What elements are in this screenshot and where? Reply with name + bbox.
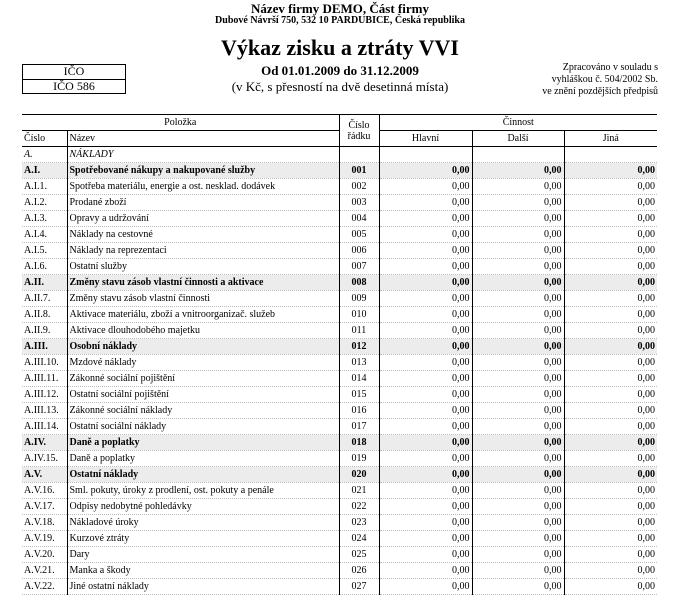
cell-radek: 027: [339, 579, 379, 595]
table-row: [22, 531, 657, 547]
cell-radek: 006: [339, 243, 379, 259]
cell-jina: 0,00: [564, 227, 657, 243]
cell-radek: 013: [339, 355, 379, 371]
table-row: [22, 387, 657, 403]
cell-cislo: A.IV.: [22, 435, 67, 451]
cell-nazev: Zákonné sociální pojištění: [67, 371, 339, 387]
cell-radek: 014: [339, 371, 379, 387]
cell-jina: 0,00: [564, 403, 657, 419]
table-row: [22, 211, 657, 227]
cell-nazev: Sml. pokuty, úroky z prodlení, ost. pokuty a penále: [67, 483, 339, 499]
cell-radek: 012: [339, 339, 379, 355]
cell-radek: 018: [339, 435, 379, 451]
cell-hlavni: 0,00: [379, 579, 472, 595]
legal-line: vyhláškou č. 504/2002 Sb.: [551, 74, 658, 85]
cell-cislo: A.III.11.: [22, 371, 67, 387]
table-row: [22, 403, 657, 419]
cell-cislo: A.III.12.: [22, 387, 67, 403]
cell-nazev: Mzdové náklady: [67, 355, 339, 371]
cell-nazev: Osobní náklady: [67, 339, 339, 355]
cell-dalsi: 0,00: [472, 163, 564, 179]
cell-hlavni: 0,00: [379, 531, 472, 547]
cell-hlavni: 0,00: [379, 275, 472, 291]
cell-jina: 0,00: [564, 275, 657, 291]
header-hlavni: Hlavní: [379, 131, 472, 147]
cell-cislo: A.I.1.: [22, 179, 67, 195]
legal-line: ve znění pozdějších předpisů: [542, 86, 658, 97]
cell-hlavni: 0,00: [379, 483, 472, 499]
cell-radek: [339, 147, 379, 163]
cell-nazev: Ostatní sociální náklady: [67, 419, 339, 435]
cell-cislo: A.I.3.: [22, 211, 67, 227]
cell-cislo: A.I.5.: [22, 243, 67, 259]
header-cislo: Číslo: [22, 131, 67, 147]
header-cislo-radku-line2: řádku: [347, 130, 371, 142]
cell-dalsi: 0,00: [472, 435, 564, 451]
cell-hlavni: 0,00: [379, 163, 472, 179]
cell-jina: 0,00: [564, 259, 657, 275]
table-row: [22, 499, 657, 515]
table-row: [22, 179, 657, 195]
cell-dalsi: 0,00: [472, 547, 564, 563]
cell-radek: 005: [339, 227, 379, 243]
cell-jina: 0,00: [564, 339, 657, 355]
cell-cislo: A.V.22.: [22, 579, 67, 595]
cell-hlavni: 0,00: [379, 499, 472, 515]
cell-dalsi: 0,00: [472, 579, 564, 595]
cell-nazev: Prodané zboží: [67, 195, 339, 211]
cell-nazev: Nákladové úroky: [67, 515, 339, 531]
table-row: [22, 275, 657, 291]
cell-jina: 0,00: [564, 387, 657, 403]
cell-jina: 0,00: [564, 563, 657, 579]
cell-dalsi: 0,00: [472, 323, 564, 339]
cell-jina: 0,00: [564, 163, 657, 179]
cell-nazev: Aktivace dlouhodobého majetku: [67, 323, 339, 339]
header-cislo-radku: [339, 115, 379, 147]
table-row: [22, 227, 657, 243]
cell-jina: 0,00: [564, 211, 657, 227]
table-row: [22, 259, 657, 275]
cell-hlavni: 0,00: [379, 259, 472, 275]
cell-jina: 0,00: [564, 467, 657, 483]
cell-jina: 0,00: [564, 323, 657, 339]
cell-hlavni: 0,00: [379, 339, 472, 355]
cell-cislo: A.IV.15.: [22, 451, 67, 467]
cell-dalsi: 0,00: [472, 259, 564, 275]
header-jina: Jiná: [564, 131, 657, 147]
cell-cislo: A.I.: [22, 163, 67, 179]
cell-dalsi: 0,00: [472, 243, 564, 259]
cell-hlavni: 0,00: [379, 387, 472, 403]
cell-dalsi: 0,00: [472, 355, 564, 371]
table-row: [22, 483, 657, 499]
cell-jina: 0,00: [564, 291, 657, 307]
cell-radek: 008: [339, 275, 379, 291]
cell-cislo: A.V.19.: [22, 531, 67, 547]
cell-nazev: Změny stavu zásob vlastní činnosti a aktivace: [67, 275, 339, 291]
cell-dalsi: 0,00: [472, 515, 564, 531]
header-cinnost: Činnost: [379, 115, 657, 131]
cell-nazev: Spotřebované nákupy a nakupované služby: [67, 163, 339, 179]
table-row: [22, 579, 657, 595]
cell-jina: 0,00: [564, 355, 657, 371]
cell-cislo: A.V.18.: [22, 515, 67, 531]
table-row: [22, 339, 657, 355]
company-address: Dubové Návrší 750, 532 10 PARDUBICE, Česká republika: [215, 15, 465, 26]
cell-nazev: Kurzové ztráty: [67, 531, 339, 547]
cell-hlavni: 0,00: [379, 179, 472, 195]
legal-note: [508, 62, 658, 98]
cell-cislo: A.I.6.: [22, 259, 67, 275]
cell-jina: 0,00: [564, 451, 657, 467]
cell-nazev: Aktivace materiálu, zboží a vnitroorganizač. služeb: [67, 307, 339, 323]
cell-cislo: A.V.21.: [22, 563, 67, 579]
cell-dalsi: 0,00: [472, 451, 564, 467]
header-polozka: Položka: [22, 115, 339, 131]
cell-hlavni: [379, 147, 472, 163]
cell-hlavni: 0,00: [379, 371, 472, 387]
cell-nazev: Ostatní služby: [67, 259, 339, 275]
cell-jina: 0,00: [564, 307, 657, 323]
cell-dalsi: 0,00: [472, 467, 564, 483]
table-row: [22, 163, 657, 179]
cell-radek: 010: [339, 307, 379, 323]
cell-hlavni: 0,00: [379, 467, 472, 483]
table-row: [22, 435, 657, 451]
table-row: [22, 419, 657, 435]
cell-cislo: A.: [22, 147, 67, 163]
table-row: [22, 147, 657, 163]
cell-nazev: Ostatní náklady: [67, 467, 339, 483]
cell-radek: 009: [339, 291, 379, 307]
table-header-group-row: [22, 115, 657, 131]
cell-jina: 0,00: [564, 371, 657, 387]
cell-radek: 002: [339, 179, 379, 195]
cell-hlavni: 0,00: [379, 291, 472, 307]
cell-hlavni: 0,00: [379, 515, 472, 531]
cell-radek: 024: [339, 531, 379, 547]
cell-hlavni: 0,00: [379, 211, 472, 227]
cell-cislo: A.III.13.: [22, 403, 67, 419]
cell-nazev: Daně a poplatky: [67, 451, 339, 467]
cell-dalsi: 0,00: [472, 531, 564, 547]
cell-jina: 0,00: [564, 435, 657, 451]
cell-jina: [564, 147, 657, 163]
cell-dalsi: 0,00: [472, 211, 564, 227]
cell-dalsi: 0,00: [472, 403, 564, 419]
cell-dalsi: 0,00: [472, 291, 564, 307]
cell-dalsi: 0,00: [472, 499, 564, 515]
cell-cislo: A.I.4.: [22, 227, 67, 243]
cell-nazev: Náklady na reprezentaci: [67, 243, 339, 259]
cell-hlavni: 0,00: [379, 403, 472, 419]
cell-hlavni: 0,00: [379, 435, 472, 451]
cell-cislo: A.I.2.: [22, 195, 67, 211]
cell-hlavni: 0,00: [379, 547, 472, 563]
cell-jina: 0,00: [564, 483, 657, 499]
cell-nazev: Daně a poplatky: [67, 435, 339, 451]
cell-jina: 0,00: [564, 515, 657, 531]
cell-cislo: A.V.17.: [22, 499, 67, 515]
cell-radek: 001: [339, 163, 379, 179]
cell-jina: 0,00: [564, 243, 657, 259]
header-nazev: Název: [67, 131, 339, 147]
cell-hlavni: 0,00: [379, 323, 472, 339]
cell-radek: 017: [339, 419, 379, 435]
table-row: [22, 243, 657, 259]
cell-dalsi: [472, 147, 564, 163]
cell-nazev: Zákonné sociální náklady: [67, 403, 339, 419]
cell-radek: 004: [339, 211, 379, 227]
cell-jina: 0,00: [564, 547, 657, 563]
cell-radek: 025: [339, 547, 379, 563]
table-row: [22, 563, 657, 579]
table-row: [22, 371, 657, 387]
cell-nazev: Změny stavu zásob vlastní činnosti: [67, 291, 339, 307]
cell-cislo: A.II.: [22, 275, 67, 291]
cell-cislo: A.III.: [22, 339, 67, 355]
table-row: [22, 547, 657, 563]
table-row: [22, 515, 657, 531]
cell-jina: 0,00: [564, 579, 657, 595]
table-row: [22, 355, 657, 371]
cell-hlavni: 0,00: [379, 563, 472, 579]
ico-value: IČO 586: [53, 79, 95, 93]
cell-jina: 0,00: [564, 179, 657, 195]
legal-line: Zpracováno v souladu s: [562, 62, 658, 73]
cell-cislo: A.II.8.: [22, 307, 67, 323]
cell-radek: 019: [339, 451, 379, 467]
header-dalsi: Další: [472, 131, 564, 147]
cell-radek: 016: [339, 403, 379, 419]
cell-dalsi: 0,00: [472, 419, 564, 435]
cell-hlavni: 0,00: [379, 195, 472, 211]
cell-cislo: A.V.20.: [22, 547, 67, 563]
cell-dalsi: 0,00: [472, 483, 564, 499]
table-row: [22, 467, 657, 483]
cell-nazev: Odpisy nedobytné pohledávky: [67, 499, 339, 515]
report-precision-note: (v Kč, s přesností na dvě desetinná místa): [231, 79, 449, 94]
cell-dalsi: 0,00: [472, 387, 564, 403]
ico-label: IČO: [23, 65, 125, 80]
table-row: [22, 323, 657, 339]
cell-jina: 0,00: [564, 531, 657, 547]
table-row: [22, 307, 657, 323]
cell-dalsi: 0,00: [472, 179, 564, 195]
cell-cislo: A.III.10.: [22, 355, 67, 371]
company-name: Název firmy DEMO, Část firmy: [251, 1, 429, 16]
cell-cislo: A.II.9.: [22, 323, 67, 339]
cell-hlavni: 0,00: [379, 355, 472, 371]
cell-hlavni: 0,00: [379, 243, 472, 259]
cell-cislo: A.II.7.: [22, 291, 67, 307]
cell-cislo: A.V.: [22, 467, 67, 483]
cell-radek: 011: [339, 323, 379, 339]
cell-radek: 015: [339, 387, 379, 403]
cell-radek: 021: [339, 483, 379, 499]
ico-box: [22, 64, 126, 94]
cell-cislo: A.V.16.: [22, 483, 67, 499]
cell-radek: 022: [339, 499, 379, 515]
table-row: [22, 451, 657, 467]
cell-nazev: NÁKLADY: [67, 147, 339, 163]
cell-nazev: Opravy a udržování: [67, 211, 339, 227]
table-row: [22, 291, 657, 307]
cell-dalsi: 0,00: [472, 307, 564, 323]
report-title: Výkaz zisku a ztráty VVI: [221, 35, 459, 60]
cell-dalsi: 0,00: [472, 227, 564, 243]
cell-radek: 026: [339, 563, 379, 579]
cell-nazev: Náklady na cestovné: [67, 227, 339, 243]
cell-jina: 0,00: [564, 419, 657, 435]
cell-dalsi: 0,00: [472, 563, 564, 579]
cell-dalsi: 0,00: [472, 371, 564, 387]
cell-hlavni: 0,00: [379, 451, 472, 467]
cell-radek: 007: [339, 259, 379, 275]
cell-nazev: Dary: [67, 547, 339, 563]
report-table: [22, 114, 657, 595]
cell-nazev: Manka a škody: [67, 563, 339, 579]
cell-radek: 003: [339, 195, 379, 211]
cell-nazev: Ostatní sociální pojištění: [67, 387, 339, 403]
cell-dalsi: 0,00: [472, 339, 564, 355]
cell-cislo: A.III.14.: [22, 419, 67, 435]
report-period: Od 01.01.2009 do 31.12.2009: [261, 63, 419, 78]
header-cislo-radku-line1: Číslo: [348, 119, 370, 131]
cell-nazev: Jiné ostatní náklady: [67, 579, 339, 595]
cell-radek: 023: [339, 515, 379, 531]
cell-jina: 0,00: [564, 499, 657, 515]
cell-radek: 020: [339, 467, 379, 483]
cell-nazev: Spotřeba materiálu, energie a ost. nesklad. dodávek: [67, 179, 339, 195]
table-body: [22, 147, 657, 595]
cell-jina: 0,00: [564, 195, 657, 211]
cell-dalsi: 0,00: [472, 275, 564, 291]
cell-hlavni: 0,00: [379, 419, 472, 435]
cell-dalsi: 0,00: [472, 195, 564, 211]
table-row: [22, 195, 657, 211]
cell-hlavni: 0,00: [379, 307, 472, 323]
cell-hlavni: 0,00: [379, 227, 472, 243]
